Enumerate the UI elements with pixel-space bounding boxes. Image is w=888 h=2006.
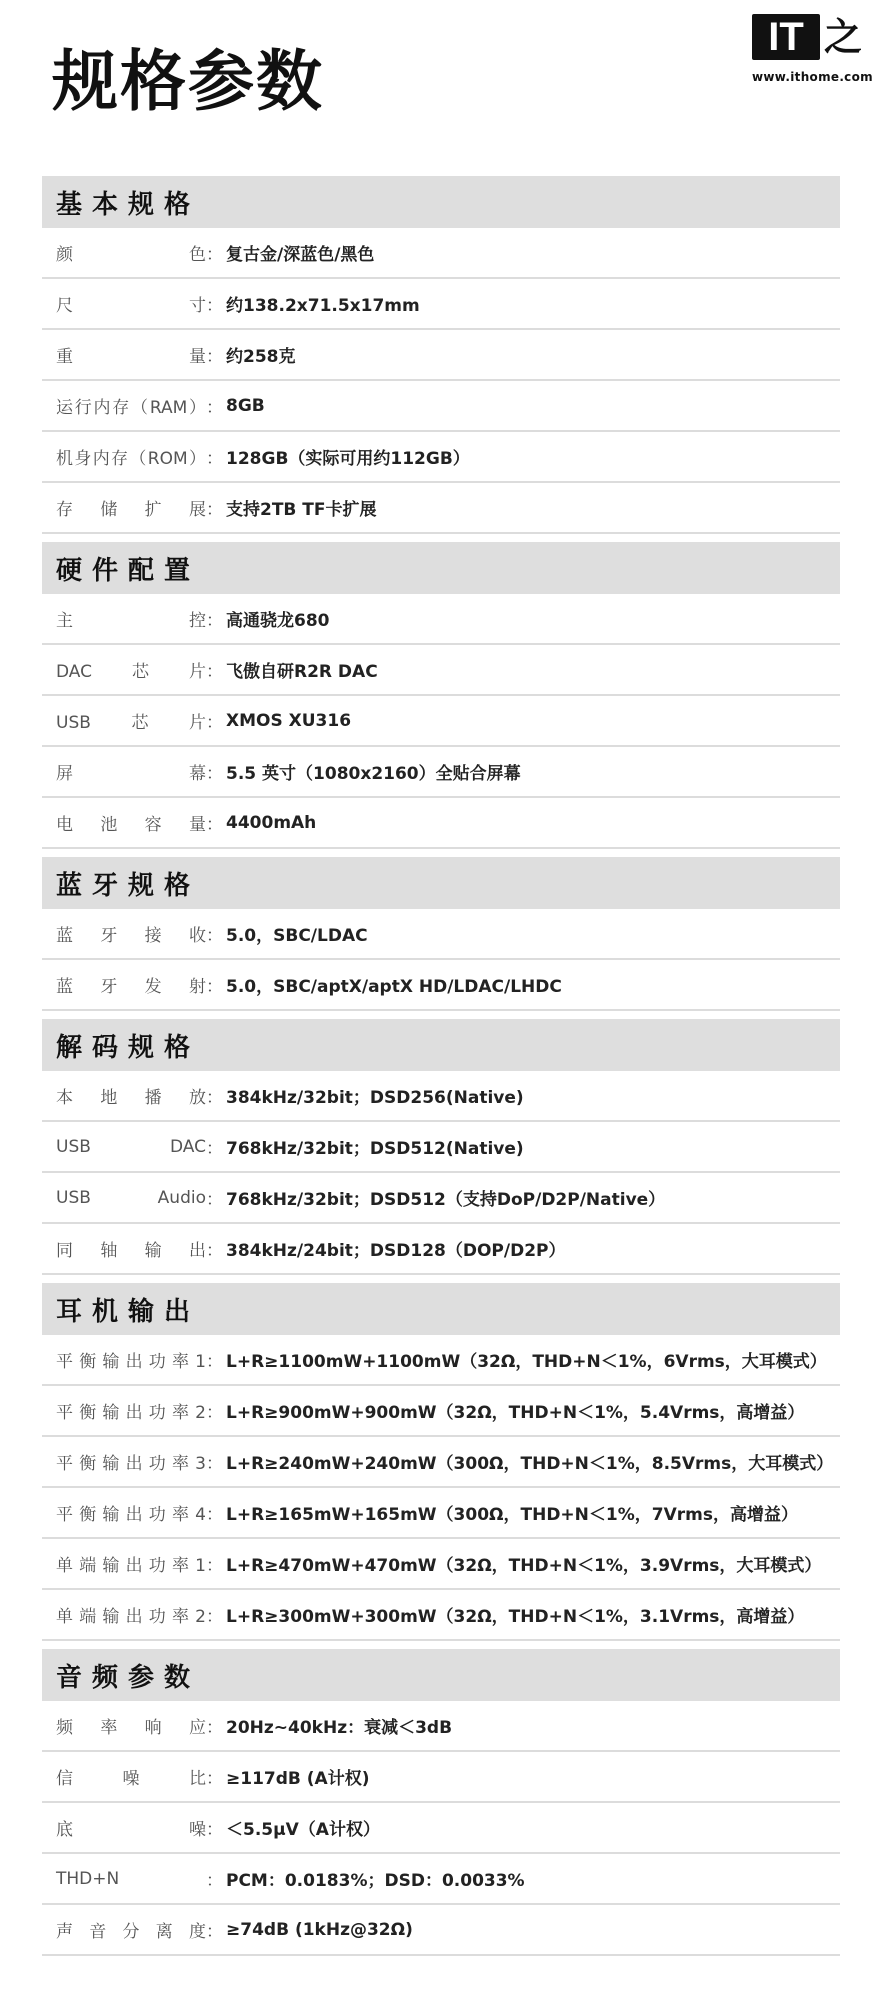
spec-colon: ： <box>206 245 223 265</box>
page-title: 规格参数 <box>52 43 324 120</box>
spec-row <box>42 696 840 747</box>
spec-row <box>42 594 840 645</box>
spec-colon: ： <box>206 1403 223 1423</box>
spec-label: 单端输出功率1 <box>56 1556 206 1576</box>
ithome-logo <box>752 14 876 94</box>
spec-value: 4400mAh <box>226 812 317 833</box>
spec-colon: ： <box>206 1454 223 1474</box>
spec-row <box>42 381 840 432</box>
spec-value: L+R≥240mW+240mW（300Ω，THD+N＜1%，8.5Vrms，大耳模式） <box>226 1454 834 1474</box>
spec-label: 平衡输出功率1 <box>56 1352 206 1372</box>
logo-glyph: 之 <box>824 15 863 59</box>
spec-row <box>42 798 840 849</box>
spec-value: 约138.2x71.5x17mm <box>226 296 420 316</box>
spec-value: 768kHz/32bit；DSD512(Native) <box>226 1139 524 1159</box>
spec-colon: ： <box>206 1922 223 1942</box>
section-header: 耳机输出 <box>42 1283 840 1335</box>
spec-value: PCM：0.0183%；DSD：0.0033% <box>226 1871 525 1891</box>
spec-value: ≥74dB (1kHz@32Ω) <box>226 1919 413 1940</box>
spec-row <box>42 1071 840 1122</box>
spec-colon: ： <box>206 1556 223 1576</box>
spec-label: 主控 <box>56 611 206 631</box>
spec-label: 颜色 <box>56 245 206 265</box>
spec-colon: ： <box>206 815 223 835</box>
spec-row <box>42 483 840 534</box>
spec-colon: ： <box>206 1241 223 1261</box>
spec-row <box>42 1539 840 1590</box>
spec-row <box>42 1752 840 1803</box>
spec-row <box>42 228 840 279</box>
spec-label: 平衡输出功率3 <box>56 1454 206 1474</box>
spec-colon: ： <box>206 500 223 520</box>
section-header: 基本规格 <box>42 176 840 228</box>
spec-label: 频率响应 <box>56 1718 206 1738</box>
spec-row <box>42 645 840 696</box>
spec-colon: ： <box>206 662 223 682</box>
section-header: 音频参数 <box>42 1649 840 1701</box>
spec-label: 底噪 <box>56 1820 206 1840</box>
spec-colon: ： <box>206 1607 223 1627</box>
spec-label: 平衡输出功率4 <box>56 1505 206 1525</box>
spec-row <box>42 1224 840 1275</box>
spec-value: 384kHz/24bit；DSD128（DOP/D2P） <box>226 1241 566 1261</box>
spec-row <box>42 1701 840 1752</box>
spec-colon: ： <box>206 1088 223 1108</box>
spec-value: 384kHz/32bit；DSD256(Native) <box>226 1088 524 1108</box>
spec-row <box>42 909 840 960</box>
spec-colon: ： <box>206 713 223 733</box>
spec-row <box>42 747 840 798</box>
spec-row <box>42 1488 840 1539</box>
spec-value: 支持2TB TF卡扩展 <box>226 500 377 520</box>
spec-colon: ： <box>206 1139 223 1159</box>
spec-value: L+R≥165mW+165mW（300Ω，THD+N＜1%，7Vrms，高增益） <box>226 1505 798 1525</box>
spec-label: 重量 <box>56 347 206 367</box>
spec-value: 约258克 <box>226 347 296 367</box>
spec-value: L+R≥1100mW+1100mW（32Ω，THD+N＜1%，6Vrms，大耳模式） <box>226 1352 827 1372</box>
logo-url: www.ithome.com <box>752 70 873 84</box>
spec-value: ≥117dB (A计权) <box>226 1769 370 1789</box>
spec-label: 声音分离度 <box>56 1922 206 1942</box>
spec-row <box>42 1335 840 1386</box>
spec-value: 复古金/深蓝色/黑色 <box>226 245 375 265</box>
spec-value: L+R≥300mW+300mW（32Ω，THD+N＜1%，3.1Vrms，高增益） <box>226 1607 805 1627</box>
spec-row <box>42 1386 840 1437</box>
spec-label: USB芯片 <box>56 713 206 733</box>
spec-value: ＜5.5μV（A计权） <box>226 1820 380 1840</box>
spec-colon: ： <box>206 1505 223 1525</box>
spec-colon: ： <box>206 347 223 367</box>
spec-label: 尺寸 <box>56 296 206 316</box>
spec-row <box>42 1803 840 1854</box>
spec-colon: ： <box>206 764 223 784</box>
spec-value: L+R≥900mW+900mW（32Ω，THD+N＜1%，5.4Vrms，高增益） <box>226 1403 805 1423</box>
spec-label: 存储扩展 <box>56 500 206 520</box>
section-header: 解码规格 <box>42 1019 840 1071</box>
spec-value: XMOS XU316 <box>226 710 352 731</box>
spec-row <box>42 1590 840 1641</box>
spec-colon: ： <box>206 1718 223 1738</box>
spec-value: 8GB <box>226 395 265 416</box>
spec-value: 飞傲自研R2R DAC <box>226 662 378 682</box>
spec-colon: ： <box>206 926 223 946</box>
spec-row <box>42 1854 840 1905</box>
spec-label: USB DAC <box>56 1136 206 1157</box>
spec-colon: ： <box>206 1190 223 1210</box>
spec-value: 5.0，SBC/LDAC <box>226 926 368 946</box>
spec-label: DAC芯片 <box>56 662 206 682</box>
spec-value: 5.0，SBC/aptX/aptX HD/LDAC/LHDC <box>226 977 562 997</box>
spec-colon: ： <box>206 398 223 418</box>
spec-row <box>42 1122 840 1173</box>
spec-label: 同轴输出 <box>56 1241 206 1261</box>
spec-row <box>42 1173 840 1224</box>
spec-colon: ： <box>206 1769 223 1789</box>
spec-label: 蓝牙发射 <box>56 977 206 997</box>
spec-row <box>42 1905 840 1956</box>
spec-label: THD+N <box>56 1868 120 1889</box>
spec-colon: ： <box>206 611 223 631</box>
spec-row <box>42 432 840 483</box>
spec-row <box>42 960 840 1011</box>
logo-mark <box>752 14 876 60</box>
spec-value: 768kHz/32bit；DSD512（支持DoP/D2P/Native） <box>226 1190 666 1210</box>
spec-label: 机身内存（ROM） <box>56 449 206 469</box>
section-header: 硬件配置 <box>42 542 840 594</box>
spec-colon: ： <box>206 977 223 997</box>
spec-row <box>42 330 840 381</box>
spec-colon: ： <box>206 449 223 469</box>
spec-value: 5.5 英寸（1080x2160）全贴合屏幕 <box>226 764 521 784</box>
spec-label: 电池容量 <box>56 815 206 835</box>
spec-table <box>42 176 840 1956</box>
spec-colon: ： <box>206 1352 223 1372</box>
spec-label: 蓝牙接收 <box>56 926 206 946</box>
spec-row <box>42 1437 840 1488</box>
spec-label: 本地播放 <box>56 1088 206 1108</box>
spec-value: L+R≥470mW+470mW（32Ω，THD+N＜1%，3.9Vrms，大耳模式） <box>226 1556 822 1576</box>
spec-value: 高通骁龙680 <box>226 611 330 631</box>
spec-label: 平衡输出功率2 <box>56 1403 206 1423</box>
spec-row <box>42 279 840 330</box>
spec-colon: ： <box>206 296 223 316</box>
spec-label: 屏幕 <box>56 764 206 784</box>
spec-label: USB Audio <box>56 1187 206 1208</box>
section-header: 蓝牙规格 <box>42 857 840 909</box>
spec-label: 单端输出功率2 <box>56 1607 206 1627</box>
spec-colon: ： <box>206 1820 223 1840</box>
spec-value: 128GB（实际可用约112GB） <box>226 449 470 469</box>
spec-value: 20Hz~40kHz：衰减＜3dB <box>226 1718 453 1738</box>
spec-colon: ： <box>206 1871 223 1891</box>
logo-it-badge: IT <box>752 14 820 60</box>
spec-label: 信噪比 <box>56 1769 206 1789</box>
spec-label: 运行内存（RAM） <box>56 398 206 418</box>
